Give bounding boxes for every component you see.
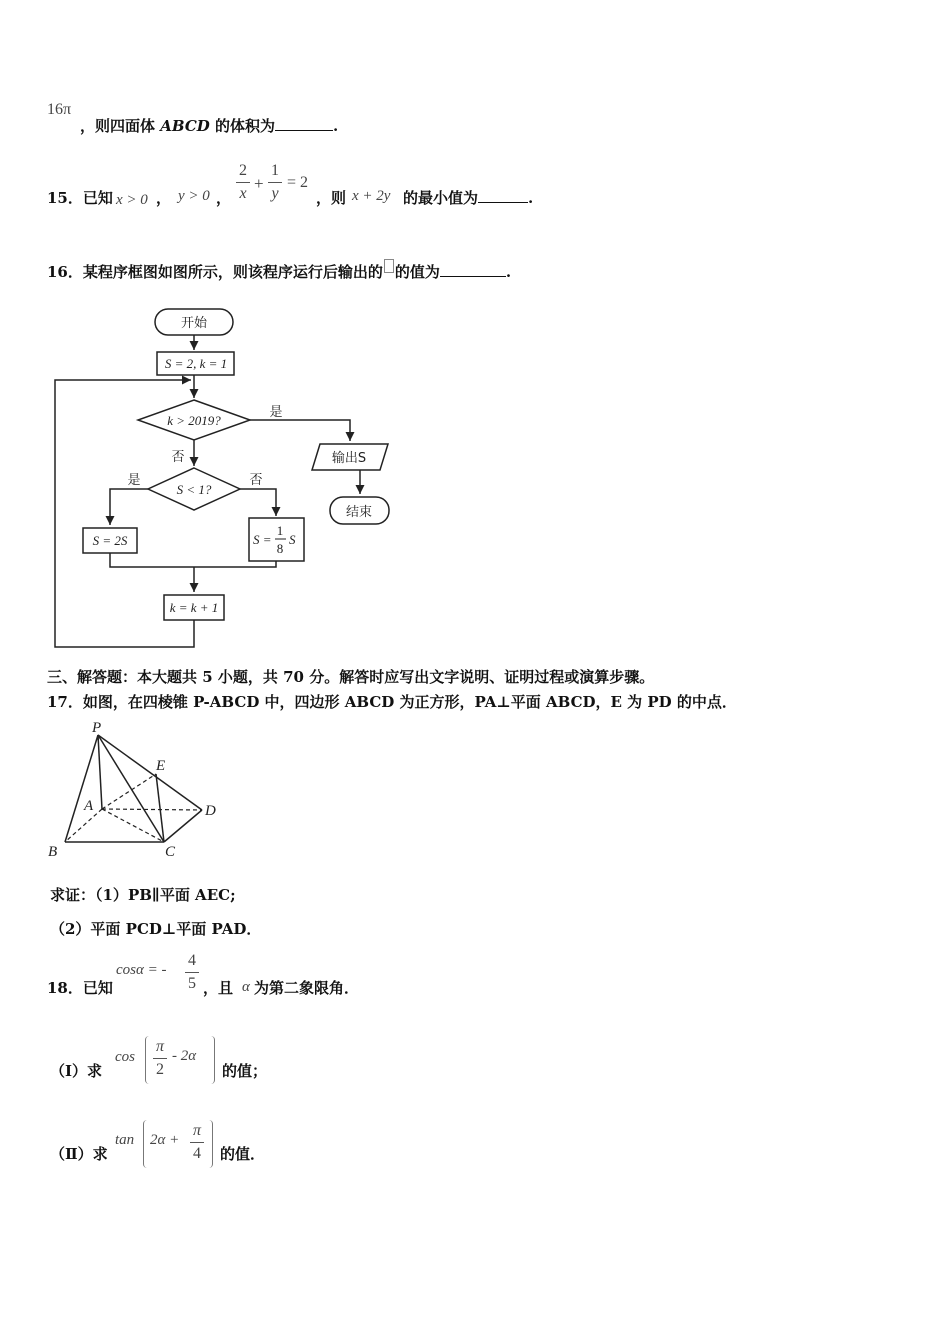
q17-part1: 求证：（1）PB∥平面 AEC;: [50, 886, 236, 904]
fc-start-label: 开始: [180, 316, 208, 331]
q18-fraction: [184, 950, 200, 995]
q14-prefix-math: 16π: [47, 101, 72, 118]
q15-eq: = 2: [287, 174, 309, 191]
label-P: P: [92, 720, 102, 736]
pyramid-figure: [40, 715, 240, 865]
q16-text-b: 的值为: [394, 263, 440, 281]
q18-frac-num: 4: [188, 952, 196, 969]
fc-assign-right-var: S: [289, 532, 296, 547]
q18-part2-num: π: [192, 1122, 201, 1139]
fc-yes2-label: 是: [127, 473, 141, 488]
q14-text-b: 的体积为: [209, 117, 276, 135]
q18-part2-head: 2α +: [150, 1132, 180, 1148]
q15-f2-den: y: [271, 185, 279, 202]
q16-text-a: 16．某程序框图如图所示，则该程序运行后输出的: [47, 263, 383, 281]
q18-part2-fraction: [189, 1120, 205, 1165]
label-C: C: [165, 844, 176, 860]
q18-part1-fn: cos: [115, 1049, 135, 1065]
fc-assign-left-label: S = 2S: [92, 533, 128, 548]
fc-no1-label: 否: [171, 450, 185, 465]
fc-no2-label: 否: [249, 473, 263, 488]
label-E: E: [156, 758, 166, 774]
q18-part2-fn: tan: [115, 1132, 135, 1148]
q18-part1-tail: - 2α: [172, 1048, 197, 1064]
fc-output-label: 输出S: [331, 451, 367, 466]
q15-f2-num: 1: [271, 162, 279, 179]
q14-end: .: [333, 117, 339, 135]
q18-part1-fraction: [152, 1036, 168, 1081]
label-A: A: [84, 798, 94, 814]
q18-frac-den: 5: [188, 975, 196, 992]
q18-part1-label: （Ⅰ）求: [50, 1062, 103, 1080]
fc-assign-right-lhs: S =: [253, 532, 272, 547]
fc-cond1-label: k > 2019?: [167, 413, 221, 428]
q16-end: .: [505, 263, 512, 281]
q14-text-a: ，则四面体: [80, 117, 161, 135]
q15-f1-num: 2: [239, 162, 247, 179]
q15-expr: x + 2y: [352, 188, 391, 204]
q15-number: 15．已知: [47, 189, 113, 207]
q15-text-mid: ，则: [316, 189, 347, 207]
q15-cond1: x > 0: [116, 192, 148, 208]
label-B: B: [48, 844, 58, 860]
fc-end-label: 结束: [345, 505, 373, 520]
q15-sep2: ，: [216, 189, 232, 207]
fc-init-label: S = 2, k = 1: [164, 356, 228, 371]
q18-part2-label: （Ⅱ）求: [50, 1145, 108, 1163]
q18-alpha: α: [242, 979, 250, 995]
fc-increment-label: k = k + 1: [169, 600, 219, 615]
fc-yes1-label: 是: [269, 405, 283, 420]
q18-number: 18．已知: [47, 979, 113, 997]
q17-stem: 17．如图，在四棱锥 P-ABCD 中，四边形 ABCD 为正方形，PA⊥平面 ABCD，E 为 PD 的中点．: [47, 693, 737, 711]
q15-plus: +: [254, 174, 264, 193]
q14-name: ABCD: [160, 117, 210, 135]
q18-part1-end: 的值；: [222, 1062, 268, 1080]
q18-part1-den: 2: [156, 1061, 164, 1078]
q18-part1-num: π: [155, 1038, 164, 1055]
fc-assign-right-den: 8: [276, 541, 284, 556]
q15-end: .: [528, 189, 534, 207]
q18-part2-end: 的值．: [220, 1145, 266, 1163]
q18-text-after: ，且: [203, 979, 234, 997]
fc-cond2-label: S < 1?: [176, 482, 212, 497]
q15-cond2: y > 0: [178, 188, 210, 204]
q18-text-end: 为第二象限角．: [254, 979, 360, 997]
fc-assign-right-num: 1: [276, 523, 284, 538]
q18-cos-expr: cosα = -: [116, 962, 167, 978]
section-3-heading: 三、解答题：本大题共 5 小题，共 70 分。解答时应写出文字说明、证明过程或演算步骤。: [47, 668, 655, 686]
q15-f1-den: x: [239, 185, 247, 202]
q17-part2: （2）平面 PCD⊥平面 PAD．: [50, 920, 262, 938]
q15-text-end: 的最小值为: [403, 189, 479, 207]
label-D: D: [205, 803, 216, 819]
q18-part2-den: 4: [193, 1145, 201, 1162]
q15-sep1: ，: [156, 189, 172, 207]
